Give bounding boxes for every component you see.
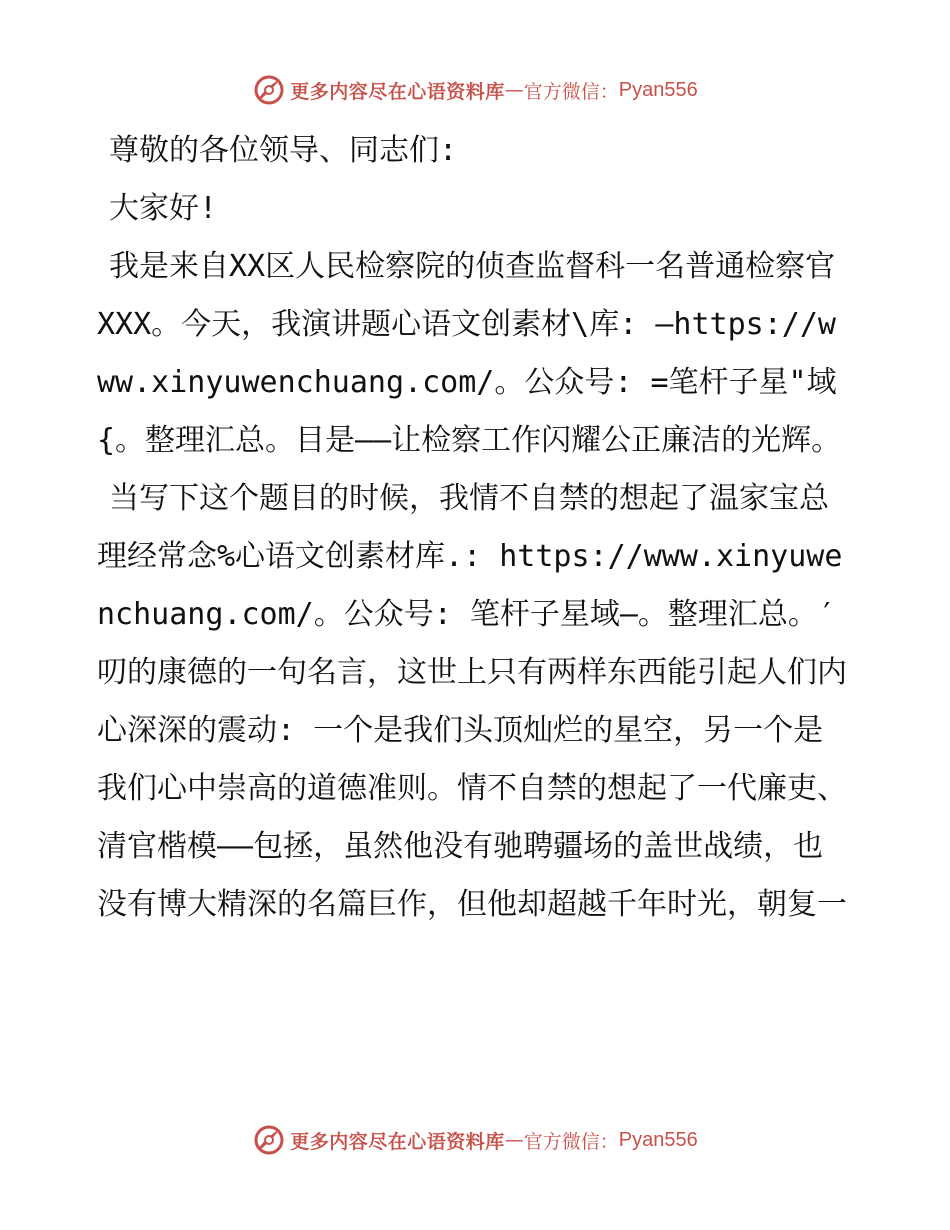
header-banner <box>0 70 950 110</box>
salutation: 尊敬的各位领导、同志们: <box>109 133 458 168</box>
footer-banner-content <box>252 1123 698 1157</box>
document-body <box>97 122 852 934</box>
paragraph-body: 当写下这个题目的时候，我情不自禁的想起了温家宝总理经常念%心语文创素材库.: https://www.xinyuwenchuang.com/。公众号: 笔杆子星域—。整理汇总。′叨的康德的一句名言，这世上只有两样东西能引起人们内心深深的震动: 一个是我们头顶灿烂的星空，另一个是我们心中崇高的道德准则。情不自禁的想起了一代廉吏、清官楷模——包拯，虽然他没有驰聘疆场的盖世战绩，也没有博大精深的名篇巨作，但他却超越千年时光，朝复一 <box>97 481 847 922</box>
header-wechat-id: Pyan556 <box>618 78 698 101</box>
header-banner-text: 更多内容尽在心语资料库 <box>290 80 505 103</box>
footer-wechat-id: Pyan556 <box>618 1128 698 1151</box>
footer-banner-dash: — <box>504 1129 524 1151</box>
quill-pen-logo-icon <box>252 1123 286 1157</box>
greeting: 大家好! <box>109 191 218 226</box>
quill-pen-logo-icon <box>252 73 286 107</box>
footer-banner-text: 更多内容尽在心语资料库 <box>290 1130 505 1153</box>
header-banner-content <box>252 73 698 107</box>
header-wechat-label: 官方微信： <box>523 80 619 103</box>
footer-banner <box>0 1120 950 1160</box>
footer-wechat-label: 官方微信： <box>523 1130 619 1153</box>
paragraph-intro: 我是来自XX区人民检察院的侦查监督科一名普通检察官XXX。今天，我演讲题心语文创素材\库: —https://www.xinyuwenchuang.com/。公众号: =笔杆子星"域{。整理汇总。目是——让检察工作闪耀公正廉洁的光辉。 <box>97 249 842 458</box>
header-banner-dash: — <box>504 79 524 101</box>
